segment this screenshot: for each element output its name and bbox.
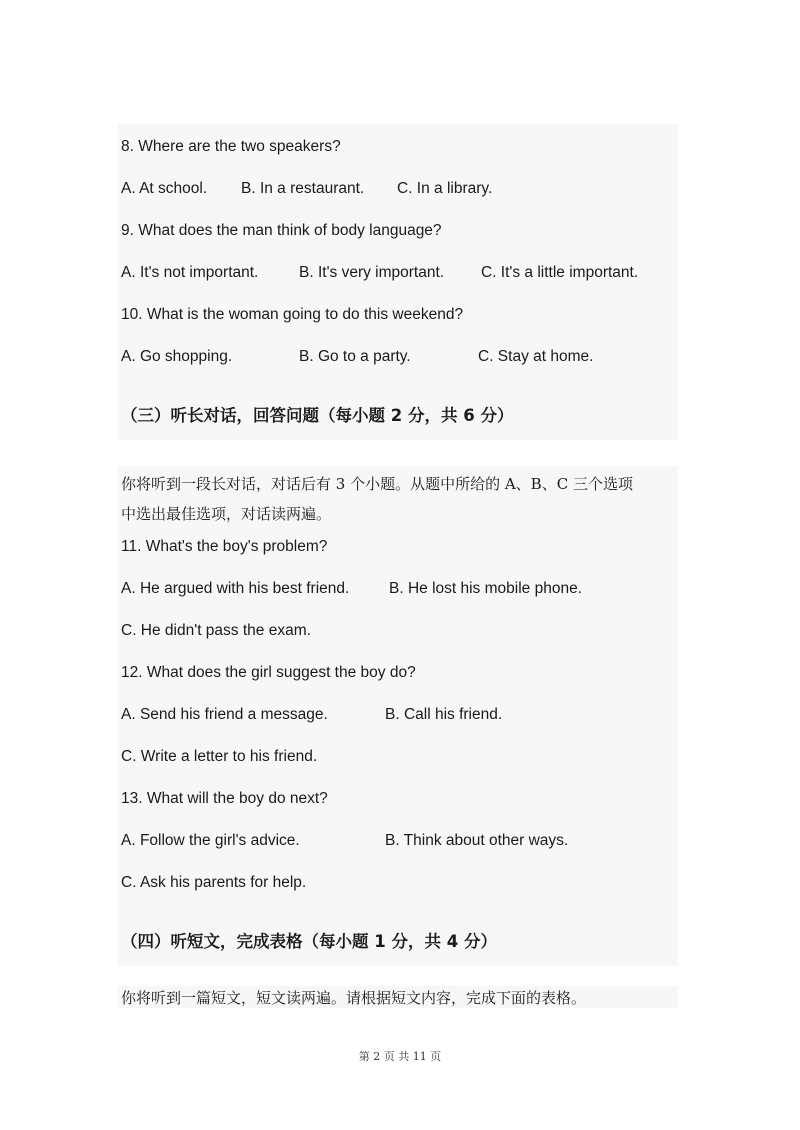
question-9-stem: 9. What does the man think of body language?	[121, 222, 442, 239]
page-number-footer: 第 2 页 共 11 页	[358, 1050, 442, 1063]
question-11-option-c: C. He didn't pass the exam.	[121, 622, 311, 639]
question-13-stem: 13. What will the boy do next?	[121, 790, 328, 807]
section-3-heading: （三）听长对话，回答问题（每小题 2 分，共 6 分）	[121, 406, 514, 425]
section-4-instruction: 你将听到一篇短文，短文读两遍。请根据短文内容，完成下面的表格。	[121, 989, 587, 1007]
question-10-option-b: B. Go to a party.	[299, 348, 411, 365]
section-3-instruction-line-2: 中选出最佳选项，对话读两遍。	[121, 505, 332, 523]
question-8-option-b: B. In a restaurant.	[241, 180, 365, 197]
question-10-stem: 10. What is the woman going to do this weekend?	[121, 306, 464, 323]
question-12-option-c: C. Write a letter to his friend.	[121, 748, 318, 765]
question-8-option-c: C. In a library.	[397, 180, 493, 197]
question-13-option-b: B. Think about other ways.	[385, 832, 569, 849]
section-3-instruction-line-1: 你将听到一段长对话，对话后有 3 个小题。从题中所给的 A、B、C 三个选项	[121, 475, 633, 493]
question-11-option-a: A. He argued with his best friend.	[121, 580, 350, 597]
section-4-heading: （四）听短文，完成表格（每小题 1 分，共 4 分）	[121, 932, 497, 951]
question-12-option-a: A. Send his friend a message.	[121, 706, 328, 723]
question-12-option-b: B. Call his friend.	[385, 706, 503, 723]
question-10-option-a: A. Go shopping.	[121, 348, 233, 365]
question-9-option-c: C. It's a little important.	[481, 264, 639, 281]
question-12-stem: 12. What does the girl suggest the boy do?	[121, 664, 416, 681]
question-11-stem: 11. What's the boy's problem?	[121, 538, 328, 555]
question-8-stem: 8. Where are the two speakers?	[121, 138, 341, 155]
question-11-option-b: B. He lost his mobile phone.	[389, 580, 582, 597]
question-9-option-b: B. It's very important.	[299, 264, 445, 281]
question-8-option-a: A. At school.	[121, 180, 208, 197]
question-13-option-a: A. Follow the girl's advice.	[121, 832, 300, 849]
question-10-option-c: C. Stay at home.	[478, 348, 594, 365]
question-13-option-c: C. Ask his parents for help.	[121, 874, 307, 891]
question-9-option-a: A. It's not important.	[121, 264, 259, 281]
